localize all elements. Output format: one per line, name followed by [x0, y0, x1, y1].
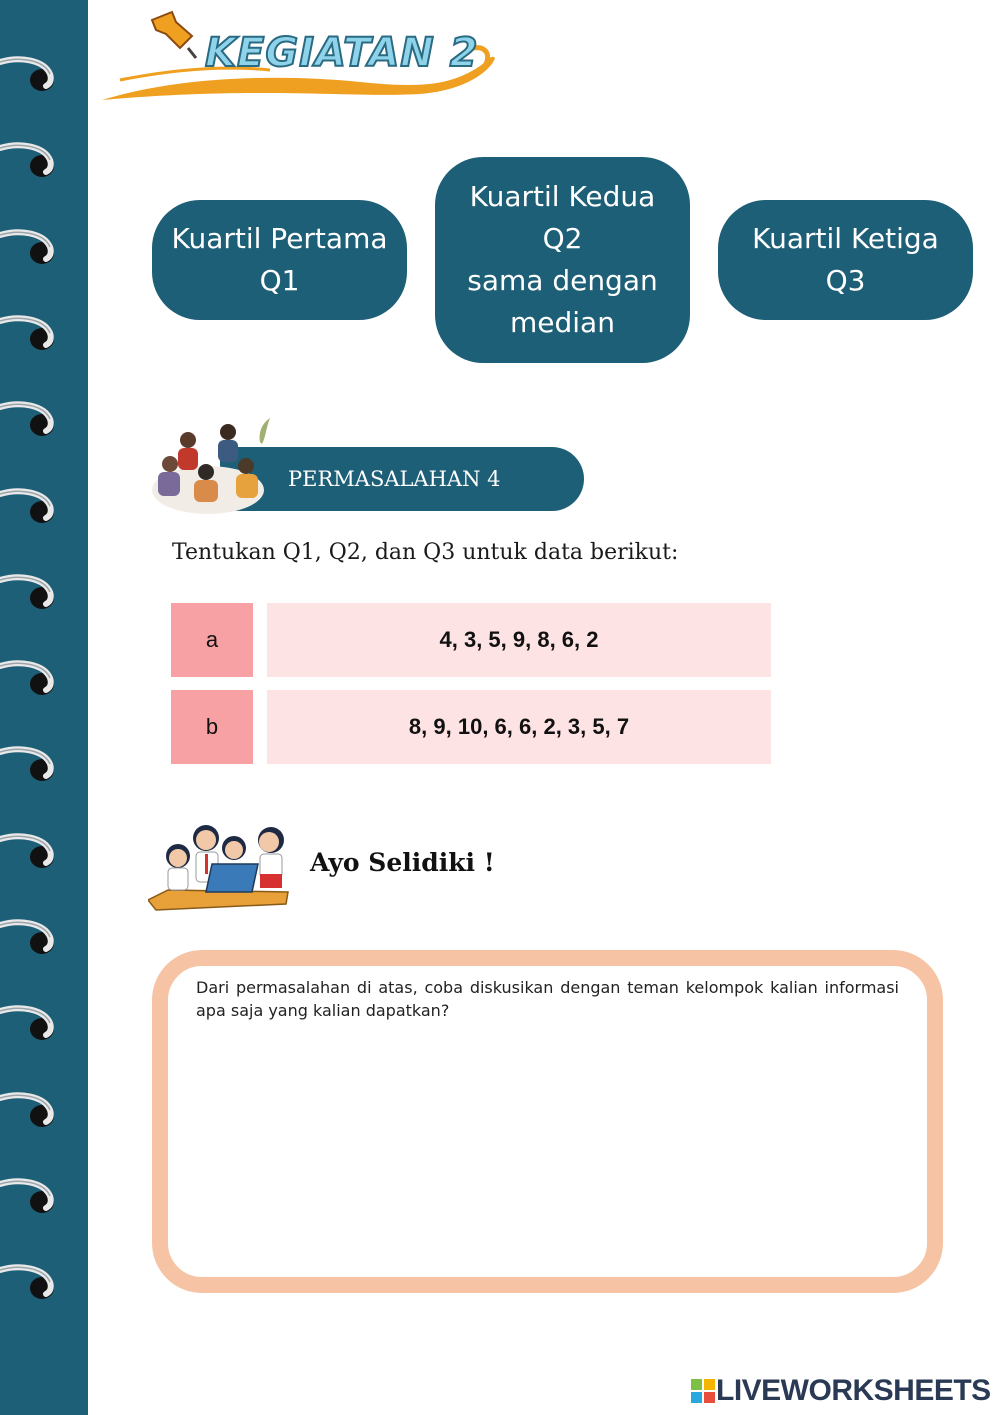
investigate-prompt: Dari permasalahan di atas, coba diskusikan dengan teman kelompok kalian informasi apa saja yang kalian dapatkan? — [196, 978, 899, 1020]
spiral-ring-icon — [0, 397, 60, 441]
spiral-ring-icon — [0, 484, 60, 528]
row-b-values: 8, 9, 10, 6, 6, 2, 3, 5, 7 — [267, 690, 771, 764]
spiral-ring-icon — [0, 742, 60, 786]
spiral-ring-icon — [0, 1260, 60, 1304]
spiral-ring-icon — [0, 225, 60, 269]
quartile-second-box: Kuartil Kedua Q2 sama dengan median — [435, 157, 690, 363]
problem-title: PERMASALAHAN 4 — [288, 467, 501, 491]
spiral-ring-icon — [0, 656, 60, 700]
liveworksheets-logo — [690, 1374, 991, 1408]
spiral-ring-icon — [0, 1001, 60, 1045]
spiral-ring-icon — [0, 829, 60, 873]
problem-instruction: Tentukan Q1, Q2, dan Q3 untuk data berikut: — [172, 540, 679, 565]
spiral-ring-icon — [0, 52, 60, 96]
pushpin-icon — [152, 12, 196, 58]
quartile-first-box: Kuartil Pertama Q1 — [152, 200, 407, 320]
problem-banner — [220, 447, 584, 511]
quartile-third-box: Kuartil Ketiga Q3 — [718, 200, 973, 320]
liveworksheets-logo-icon — [690, 1378, 716, 1404]
spiral-ring-icon — [0, 311, 60, 355]
answer-box[interactable] — [152, 950, 943, 1293]
spiral-ring-icon — [0, 1088, 60, 1132]
students-laptop-illustration-icon — [148, 818, 293, 913]
spiral-ring-icon — [0, 915, 60, 959]
row-a-label: a — [171, 603, 253, 677]
spiral-ring-icon — [0, 570, 60, 614]
logo-text: LIVEWORKSHEETS — [716, 1374, 991, 1407]
spiral-ring-icon — [0, 1174, 60, 1218]
investigate-title: Ayo Selidiki ! — [310, 848, 495, 877]
page-title: KEGIATAN 2 — [205, 30, 479, 76]
row-b-label: b — [171, 690, 253, 764]
spiral-ring-icon — [0, 138, 60, 182]
group-discussion-illustration-icon — [148, 412, 273, 517]
row-a-values: 4, 3, 5, 9, 8, 6, 2 — [267, 603, 771, 677]
